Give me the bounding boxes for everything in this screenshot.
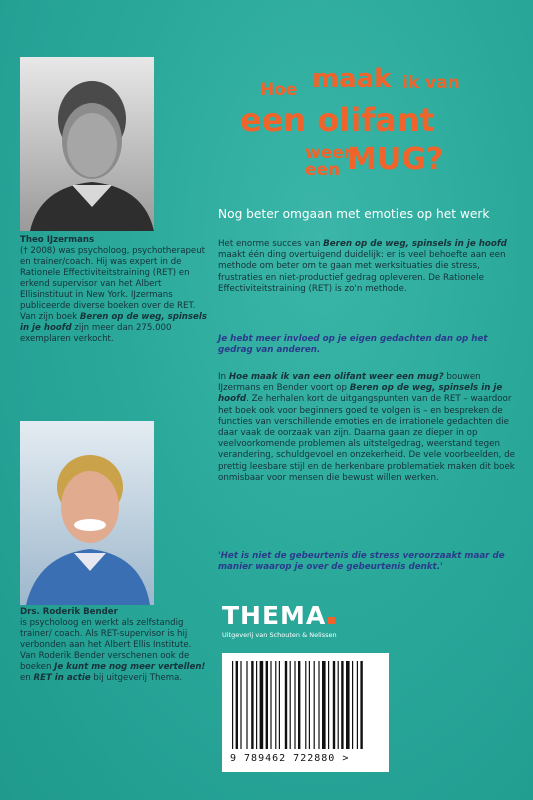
barcode-bar: [328, 661, 329, 749]
barcode-bar: [314, 661, 315, 749]
barcode-bar: [256, 661, 257, 749]
title-word: MUG?: [347, 142, 444, 177]
barcode-bar: [279, 661, 280, 749]
author-name: Theo IJzermans: [20, 235, 95, 245]
isbn-number: 9 789462 722880 >: [230, 753, 350, 764]
bio-text: († 2008) was psycholoog, psychotherapeut en trainer/coach. Hij was expert in de Rationele Effectiviteitstraining (RET) en erkend supervisor van het Albert Ellisinstituut in New York. IJzermans publiceerde diverse boeken over de RET. Van zijn boek: [20, 246, 206, 322]
title-word: maak: [312, 64, 392, 94]
bio-text: en: [20, 673, 34, 683]
bio-book-title: Beren op de weg, spinsels in je hoofd: [20, 312, 207, 333]
barcode-bar: [236, 661, 238, 749]
title-word: weer: [305, 143, 353, 163]
logo-wordmark: [222, 603, 337, 628]
book-title: Beren op de weg, spinsels in je hoofd: [218, 383, 503, 405]
barcode-bar: [333, 661, 335, 749]
bio-text: zijn meer dan 275.000 exemplaren verkocht.: [20, 323, 172, 344]
bio-book-title: RET in actie: [33, 673, 91, 683]
highlight-text: Je hebt meer invloed op je eigen gedachten dan op het gedrag van anderen.: [218, 334, 488, 356]
bio-book-title: Je kunt me nog meer vertellen!: [54, 662, 206, 672]
book-title: Beren op de weg, spinsels in je hoofd: [323, 239, 507, 249]
barcode-bar: [322, 661, 326, 749]
paragraph-text: maakt één ding overtuigend duidelijk: er is veel behoefte aan een methode om beter om te gaan met werksituaties die stress, frustraties en niet-productief gedrag opleveren. De Rationele Effectiviteitstraining (RET) is zo'n methode.: [218, 250, 506, 294]
highlight-paragraph: [218, 334, 518, 356]
portrait-illustration: [20, 57, 154, 231]
author-bio-2: [20, 607, 210, 684]
barcode-bar: [341, 661, 343, 749]
quote-text: 'Het is niet de gebeurtenis die stress veroorzaakt maar de manier waarop je over de gebeurtenis denkt.': [218, 551, 505, 573]
title-word: ik van: [402, 73, 460, 93]
barcode-bar: [318, 661, 319, 749]
publisher-tagline: Uitgeverij van Schouten & Nelissen: [222, 631, 337, 639]
barcode-bars-icon: [232, 661, 379, 749]
barcode-bar: [294, 661, 295, 749]
quote-paragraph: [218, 551, 518, 573]
bio-text: is psycholoog en werkt als zelfstandig trainer/ coach. Als RET-supervisor is hij verbonden aan het Albert Ellis Institute. Van Roderik Bender verschenen ook de boeken: [20, 618, 192, 672]
barcode-bar: [298, 661, 300, 749]
barcode-bar: [346, 661, 350, 749]
paragraph-text: Het enorme succes van: [218, 239, 324, 249]
barcode-bar: [246, 661, 247, 749]
author-photo-roderik-bender: [20, 421, 154, 605]
title-word: een olifant: [240, 101, 435, 139]
paragraph-text: . Ze herhalen kort de uitgangspunten van de RET – waardoor het boek ook voor beginners goed te volgen is – en bespreken de functies van verschillende emoties en de irrationele gedachten die daar vaak de oorzaak van zijn. Daarna gaan ze dieper in op veelvoorkomende problemen als uitstelgedrag, weerstand tegen verandering, schuldgevoel en onzekerheid. De vele voorbeelden, de prettig leesbare stijl en de herkenbare problematiek maken dit boek onmisbaar voor mensen die bewust willen werken.: [218, 394, 515, 483]
barcode-bar: [338, 661, 339, 749]
title-word: Hoe: [260, 80, 298, 100]
barcode-bar: [352, 661, 353, 749]
title-word: een: [305, 160, 341, 180]
paragraph-text: In: [218, 372, 229, 382]
paragraph-text: bouwen IJzermans en Bender voort op: [218, 372, 481, 394]
barcode-bar: [232, 661, 233, 749]
barcode-bar: [251, 661, 253, 749]
body-paragraph: [218, 239, 518, 295]
logo-dot-icon: [328, 617, 335, 624]
barcode-bar: [260, 661, 264, 749]
barcode-bar: [290, 661, 291, 749]
subtitle: Nog beter omgaan met emoties op het werk: [218, 207, 490, 221]
body-paragraph: [218, 372, 518, 484]
barcode-bar: [270, 661, 271, 749]
book-title: Hoe maak ik van een olifant weer een mug?: [228, 372, 444, 382]
barcode: [222, 653, 389, 772]
barcode-bar: [357, 661, 358, 749]
barcode-bar: [285, 661, 287, 749]
publisher-logo: [222, 603, 337, 639]
barcode-bar: [360, 661, 362, 749]
bio-text: bij uitgeverij Thema.: [90, 673, 183, 683]
barcode-bar: [240, 661, 241, 749]
author-bio-1: [20, 235, 210, 345]
barcode-bar: [266, 661, 268, 749]
logo-text: THEMA: [222, 601, 327, 630]
author-photo-theo-ijzermans: [20, 57, 154, 231]
barcode-bar: [305, 661, 306, 749]
barcode-bar: [309, 661, 310, 749]
portrait-illustration: [20, 421, 154, 605]
author-name: Drs. Roderik Bender: [20, 607, 118, 617]
barcode-bar: [275, 661, 276, 749]
